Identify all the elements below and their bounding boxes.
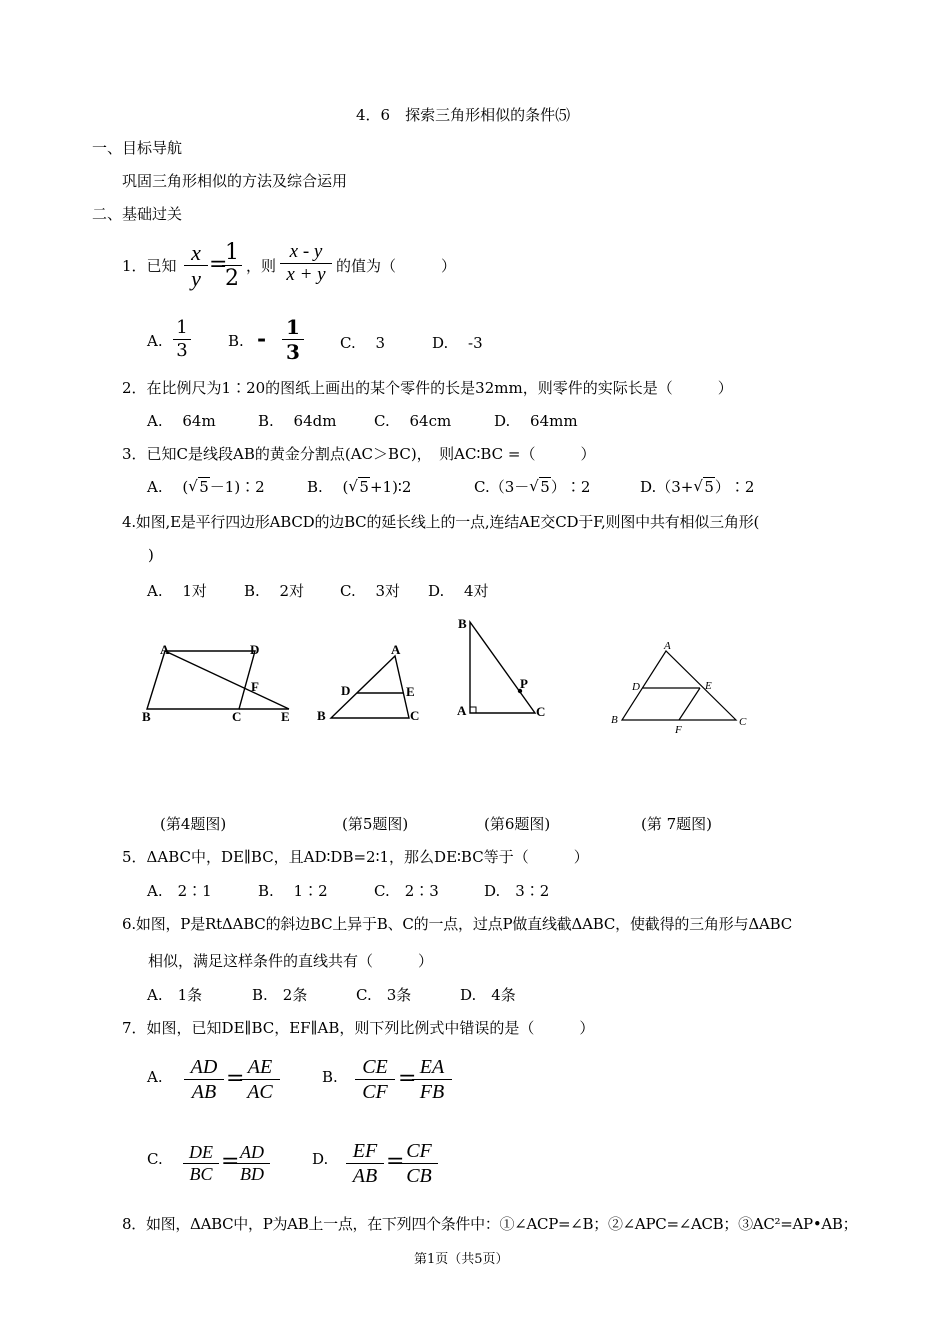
- fig6-label-c: C: [536, 704, 546, 719]
- q7-option-d-right: $\frac{CF}{CB}$: [400, 1140, 438, 1188]
- fig4-label-d: D: [250, 642, 260, 657]
- fig7-label-a: A: [664, 640, 671, 652]
- fig7-caption: (第 7题图): [641, 815, 713, 833]
- q1-suffix: 的值为（ ）: [336, 257, 457, 275]
- fig4-label-b: B: [142, 709, 151, 724]
- q2-option-c: C. 64cm: [374, 412, 452, 430]
- q2-option-b: B. 64dm: [258, 412, 337, 430]
- q7-option-a-eq: =: [226, 1066, 245, 1091]
- q4-line2: ): [148, 546, 154, 564]
- q3-option-c: C.（3－ √ 5）∶2: [474, 477, 591, 496]
- fig6-label-p: P: [520, 676, 528, 691]
- q1-prefix: 1．已知: [122, 257, 177, 275]
- q1-equals: =: [209, 252, 228, 277]
- fig5-label-e: E: [406, 684, 415, 699]
- fig4-label-e: E: [281, 709, 290, 724]
- q4-line1: 4.如图,E是平行四边形ABCD的边BC的延长线上的一点,连结AE交CD于F,则图中共有相似三角形(: [122, 513, 760, 531]
- q1-option-d: D. -3: [432, 334, 483, 352]
- q5-option-c: C. 2∶3: [374, 882, 439, 900]
- q7-option-c-eq: =: [221, 1149, 240, 1174]
- fig6-label-a: A: [457, 703, 467, 718]
- fig4-label-f: F: [251, 679, 259, 694]
- page-footer: 第1页（共5页）: [414, 1252, 509, 1267]
- q7-option-a-label: A.: [147, 1068, 163, 1086]
- fig5-caption: (第5题图): [342, 815, 409, 833]
- fig7-label-d: D: [632, 681, 640, 693]
- fig4-label-c: C: [232, 709, 242, 724]
- q1-frac-one-half: $\frac{1}{2}$: [222, 240, 242, 293]
- page-title: 4．6 探索三角形相似的条件⑸: [356, 106, 571, 124]
- q5-option-d: D. 3∶2: [484, 882, 550, 900]
- section-heading-goal: 一、目标导航: [92, 139, 183, 157]
- goal-text: 巩固三角形相似的方法及综合运用: [122, 172, 348, 190]
- q7-option-d-left: $\frac{EF}{AB}$: [346, 1140, 384, 1188]
- fig6-label-b: B: [458, 616, 467, 631]
- fig7-label-e: E: [705, 680, 712, 692]
- q1-option-a-label: A.: [147, 332, 163, 350]
- q4-option-a: A. 1对: [147, 582, 207, 600]
- q5-option-a: A. 2∶1: [147, 882, 212, 900]
- q3-option-b: B. ( √ 5+1)∶2: [307, 477, 412, 496]
- figure-6-right-triangle: [450, 612, 560, 722]
- q6-option-c: C. 3条: [356, 986, 412, 1004]
- q7-option-b-left: $\frac{CE}{CF}$: [355, 1056, 395, 1104]
- q6-option-d: D. 4条: [460, 986, 516, 1004]
- fig5-label-d: D: [341, 683, 351, 698]
- q1-frac-expression: $\frac{x - y}{x + y}$: [280, 241, 332, 287]
- figure-4-parallelogram: [135, 640, 300, 725]
- fig7-label-f: F: [675, 724, 682, 735]
- q4-option-c: C. 3对: [340, 582, 401, 600]
- q3-text: 3．已知C是线段AB的黄金分割点(AC＞BC)， 则AC∶BC =（ ）: [122, 445, 596, 463]
- q6-line2: 相似，满足这样条件的直线共有（ ）: [148, 952, 434, 970]
- q1-option-b-label: B.: [228, 332, 244, 350]
- q2-text: 2．在比例尺为1∶20的图纸上画出的某个零件的长是32mm，则零件的实际长是（ ）: [122, 379, 733, 397]
- fig5-label-b: B: [317, 708, 326, 723]
- figure-5-triangle: [315, 640, 425, 725]
- q7-text: 7．如图，已知DE∥BC，EF∥AB，则下列比例式中错误的是（ ）: [122, 1019, 595, 1037]
- q4-option-b: B. 2对: [244, 582, 305, 600]
- q7-option-c-left: $\frac{DE}{BC}$: [183, 1142, 219, 1185]
- fig5-label-a: A: [391, 642, 401, 657]
- fig6-caption: (第6题图): [484, 815, 551, 833]
- q1-frac-x-y: $\frac{x}{y}$: [184, 240, 208, 293]
- q3-option-d: D.（3+ √ 5）∶2: [640, 477, 755, 496]
- q2-option-d: D. 64mm: [494, 412, 578, 430]
- section-heading-basics: 二、基础过关: [92, 205, 183, 223]
- q7-option-a-right: $\frac{AE}{AC}$: [240, 1056, 280, 1104]
- q4-option-d: D. 4对: [428, 582, 489, 600]
- fig4-caption: (第4题图): [160, 815, 227, 833]
- q7-option-b-label: B.: [322, 1068, 338, 1086]
- q8-text: 8．如图，ΔABC中，P为AB上一点，在下列四个条件中：①∠ACP=∠B；②∠APC=∠ACB；③AC²=AP•AB；: [122, 1215, 858, 1233]
- q5-text: 5．ΔABC中，DE∥BC，且AD∶DB=2∶1，那么DE∶BC等于（ ）: [122, 848, 589, 866]
- q1-option-b-frac: $\frac{1}{3}$: [282, 316, 304, 364]
- fig7-label-c: C: [739, 716, 747, 728]
- q7-option-b-eq: =: [398, 1066, 417, 1091]
- q6-option-a: A. 1条: [147, 986, 203, 1004]
- q2-option-a: A. 64m: [147, 412, 216, 430]
- q5-option-b: B. 1∶2: [258, 882, 328, 900]
- q7-option-b-right: $\frac{EA}{FB}$: [412, 1056, 452, 1104]
- q1-mid: ，则: [246, 257, 277, 275]
- q1-option-a-frac: $\frac{1}{3}$: [173, 318, 191, 361]
- q3-option-a: A. ( √ 5－1)∶2: [147, 477, 265, 496]
- fig7-label-b: B: [611, 714, 618, 726]
- fig5-label-c: C: [410, 708, 420, 723]
- q6-option-b: B. 2条: [252, 986, 308, 1004]
- q1-option-c: C. 3: [340, 334, 386, 352]
- q7-option-d-label: D.: [312, 1150, 329, 1168]
- q7-option-a-left: $\frac{AD}{AB}$: [184, 1056, 224, 1104]
- q7-option-c-label: C.: [147, 1150, 163, 1168]
- fig4-label-a: A: [160, 642, 170, 657]
- q1-option-b-sign: -: [257, 326, 267, 352]
- q6-line1: 6.如图，P是RtΔABC的斜边BC上异于B、C的一点，过点P做直线截ΔABC，使截得的三角形与ΔABC: [122, 915, 793, 933]
- q7-option-c-right: $\frac{AD}{BD}$: [234, 1142, 270, 1185]
- figure-7-triangle: [605, 640, 755, 735]
- q7-option-d-eq: =: [386, 1149, 405, 1174]
